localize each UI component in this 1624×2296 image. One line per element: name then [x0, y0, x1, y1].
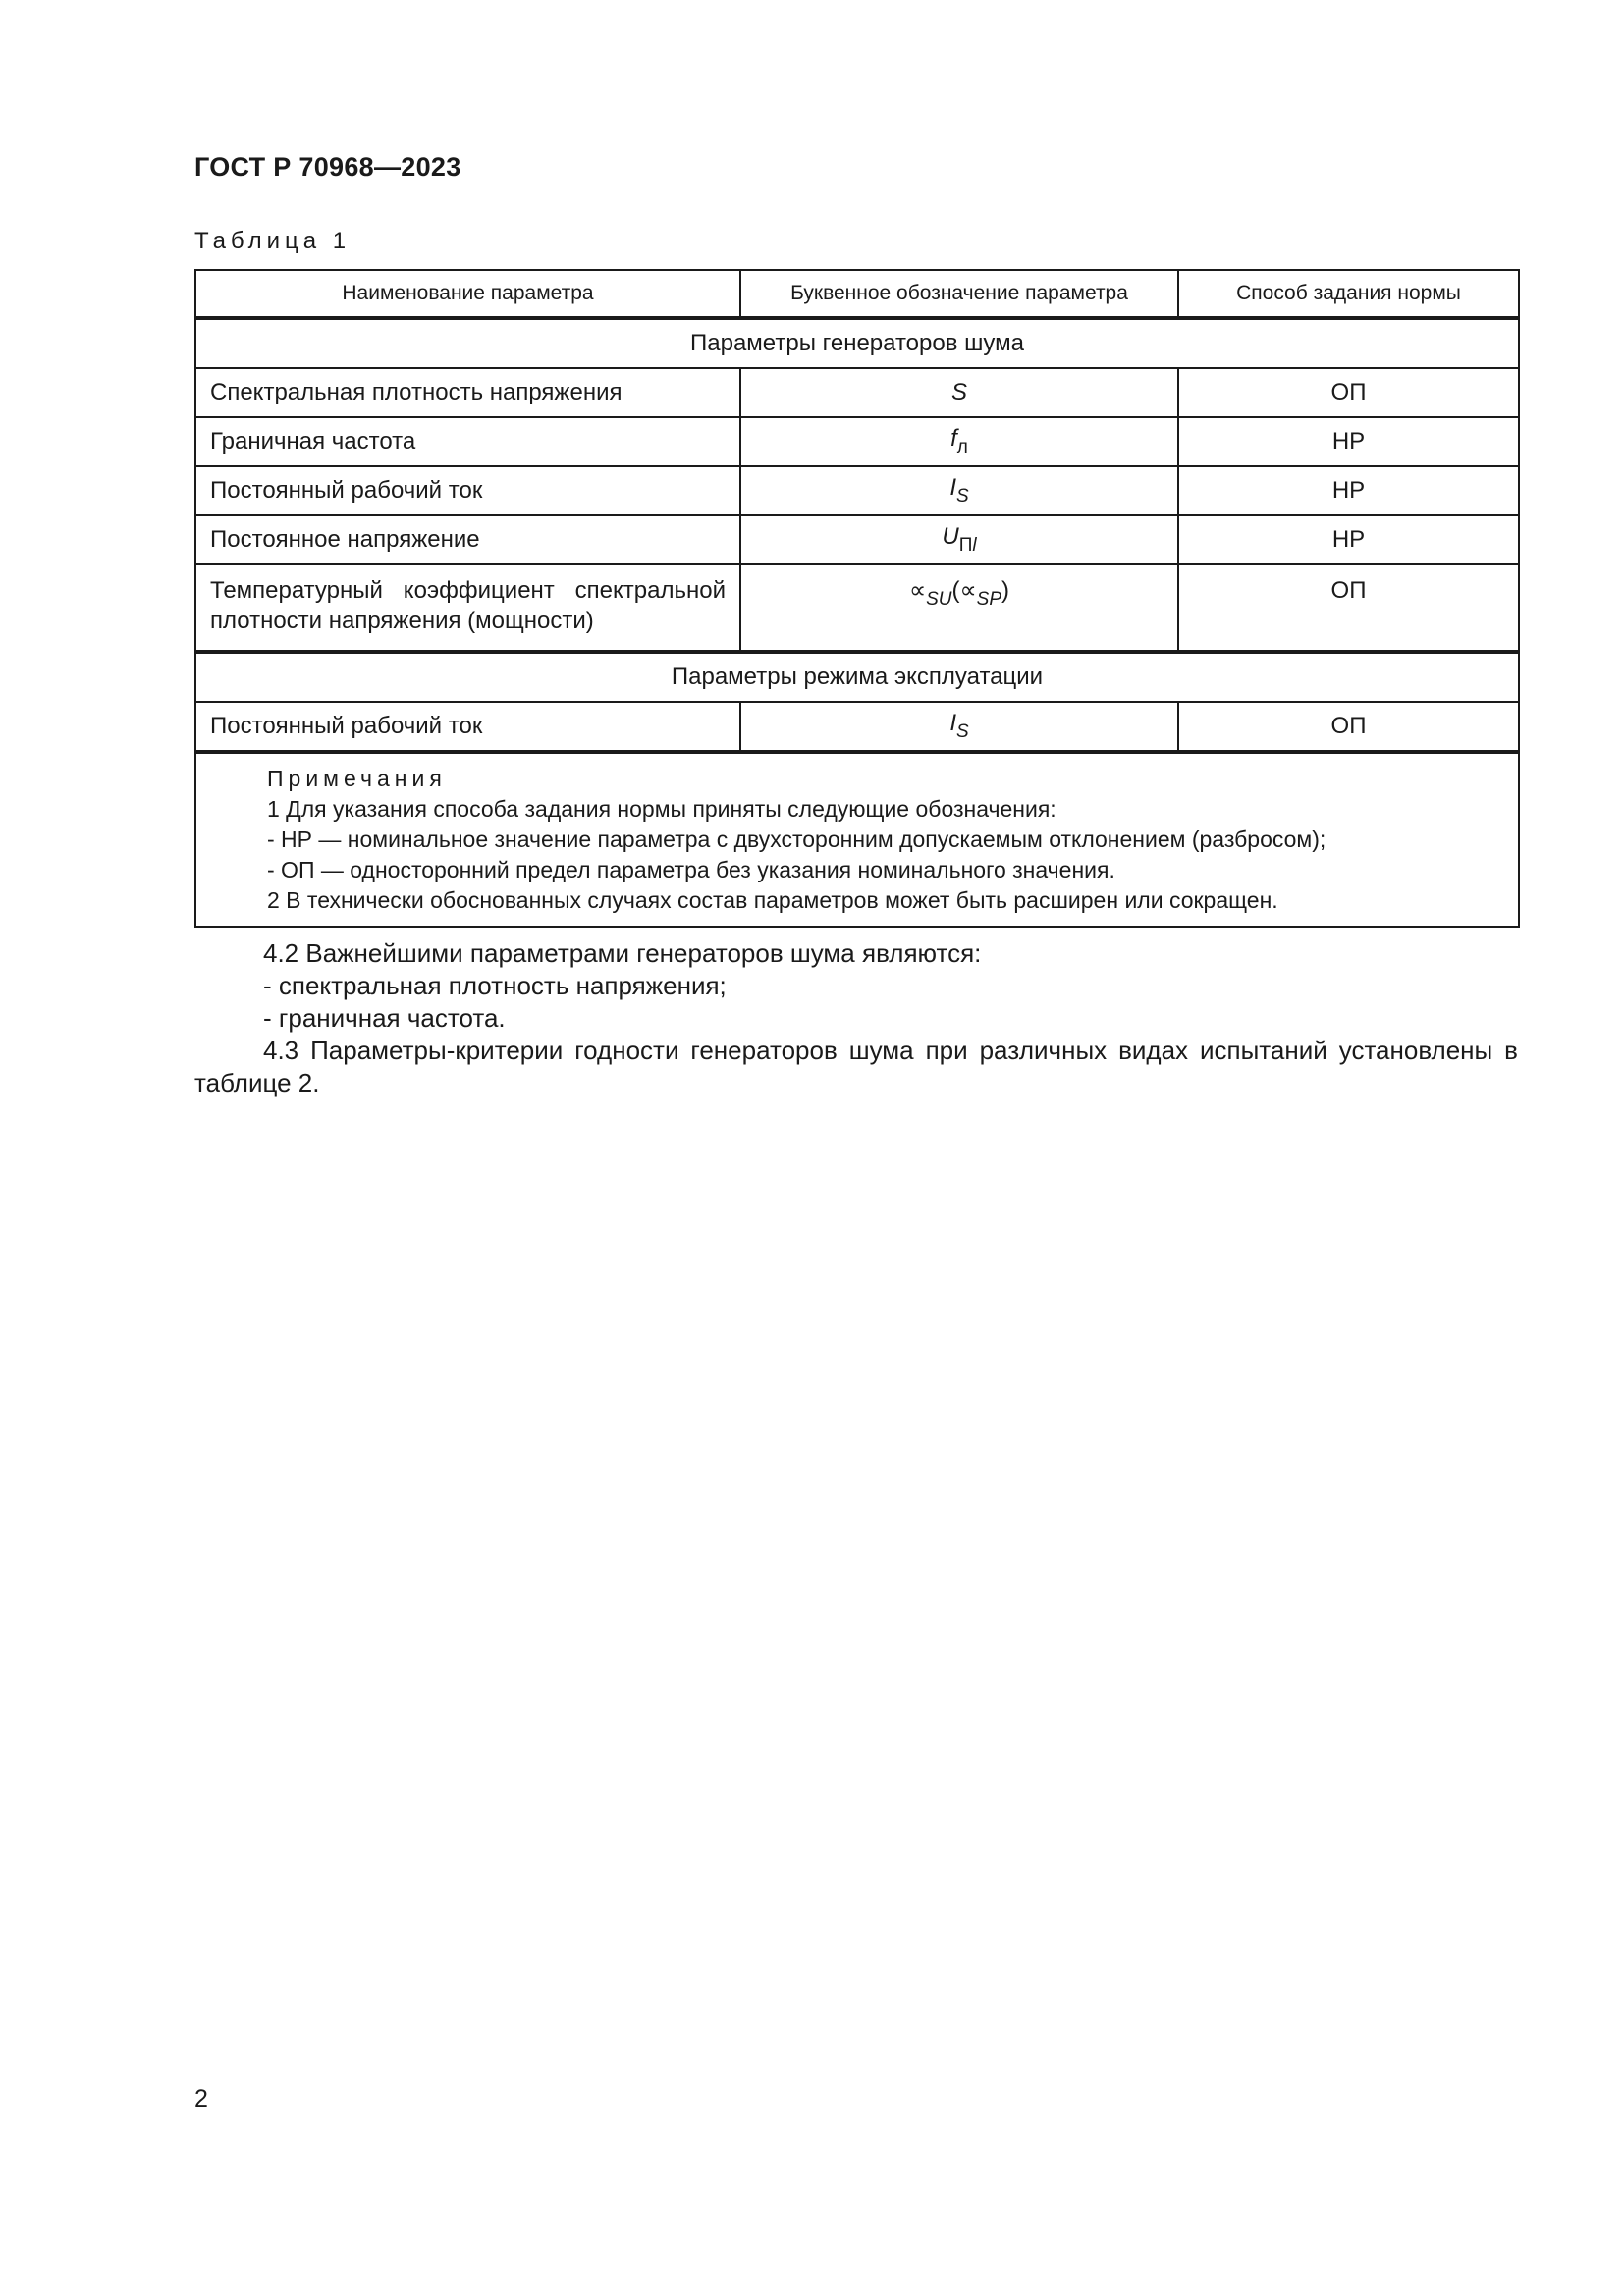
- list-item: - спектральная плотность напряжения;: [263, 971, 727, 1000]
- table-row: [195, 564, 1519, 652]
- paragraph-4-3: 4.3 Параметры-критерии годности генераторов шума при различных видах испытаний установлены в таблице 2.: [194, 1036, 1518, 1097]
- parameters-table: [194, 269, 1520, 928]
- param-name: Температурный коэффициент спектральной плотности напряжения (мощности): [195, 564, 740, 652]
- table-notes-row: [195, 752, 1519, 927]
- param-name: Граничная частота: [195, 417, 740, 466]
- param-norm: НР: [1178, 466, 1519, 515]
- table-row: [195, 417, 1519, 466]
- notes-heading: Примечания: [267, 766, 447, 791]
- table-caption: Таблица 1: [194, 228, 352, 254]
- paragraph-4-2: 4.2 Важнейшими параметрами генераторов шума являются:: [263, 938, 982, 968]
- table-row: [195, 466, 1519, 515]
- note-line: 1 Для указания способа задания нормы приняты следующие обозначения:: [267, 796, 1056, 822]
- section-row-noise-generators: [195, 318, 1519, 368]
- note-line: 2 В технически обоснованных случаях состав параметров может быть расширен или сокращен.: [267, 887, 1278, 913]
- column-header-name: Наименование параметра: [195, 270, 740, 318]
- table-row: [195, 515, 1519, 564]
- column-header-symbol: Буквенное обозначение параметра: [740, 270, 1178, 318]
- param-symbol: $I_S$: [740, 466, 1178, 515]
- param-norm: ОП: [1178, 564, 1519, 652]
- document-header: ГОСТ Р 70968—2023: [194, 152, 461, 182]
- note-line: - НР — номинальное значение параметра с двухсторонним допускаемым отклонением (разбросом);: [267, 827, 1326, 852]
- param-norm: ОП: [1178, 368, 1519, 417]
- param-name: Постоянное напряжение: [195, 515, 740, 564]
- param-norm: ОП: [1178, 702, 1519, 752]
- table-row: [195, 702, 1519, 752]
- param-symbol: $I_S$: [740, 702, 1178, 752]
- param-name: Спектральная плотность напряжения: [195, 368, 740, 417]
- table-row: [195, 368, 1519, 417]
- table-header-row: [195, 270, 1519, 318]
- section-title: Параметры генераторов шума: [195, 318, 1519, 368]
- column-header-norm: Способ задания нормы: [1178, 270, 1519, 318]
- param-symbol: $\propto_{SU}(\propto_{SP})$: [740, 564, 1178, 652]
- param-name: Постоянный рабочий ток: [195, 466, 740, 515]
- param-symbol: S: [740, 368, 1178, 417]
- section-title: Параметры режима эксплуатации: [195, 652, 1519, 702]
- list-item: - граничная частота.: [263, 1003, 506, 1033]
- param-norm: НР: [1178, 515, 1519, 564]
- param-name: Постоянный рабочий ток: [195, 702, 740, 752]
- section-row-operating-mode: [195, 652, 1519, 702]
- param-norm: НР: [1178, 417, 1519, 466]
- note-line: - ОП — односторонний предел параметра без указания номинального значения.: [267, 857, 1115, 882]
- body-text: [194, 937, 1518, 1099]
- page-number: 2: [194, 2085, 208, 2112]
- table-notes: [195, 752, 1519, 927]
- param-symbol: $U_{Пl}$: [740, 515, 1178, 564]
- param-symbol: $f_л$: [740, 417, 1178, 466]
